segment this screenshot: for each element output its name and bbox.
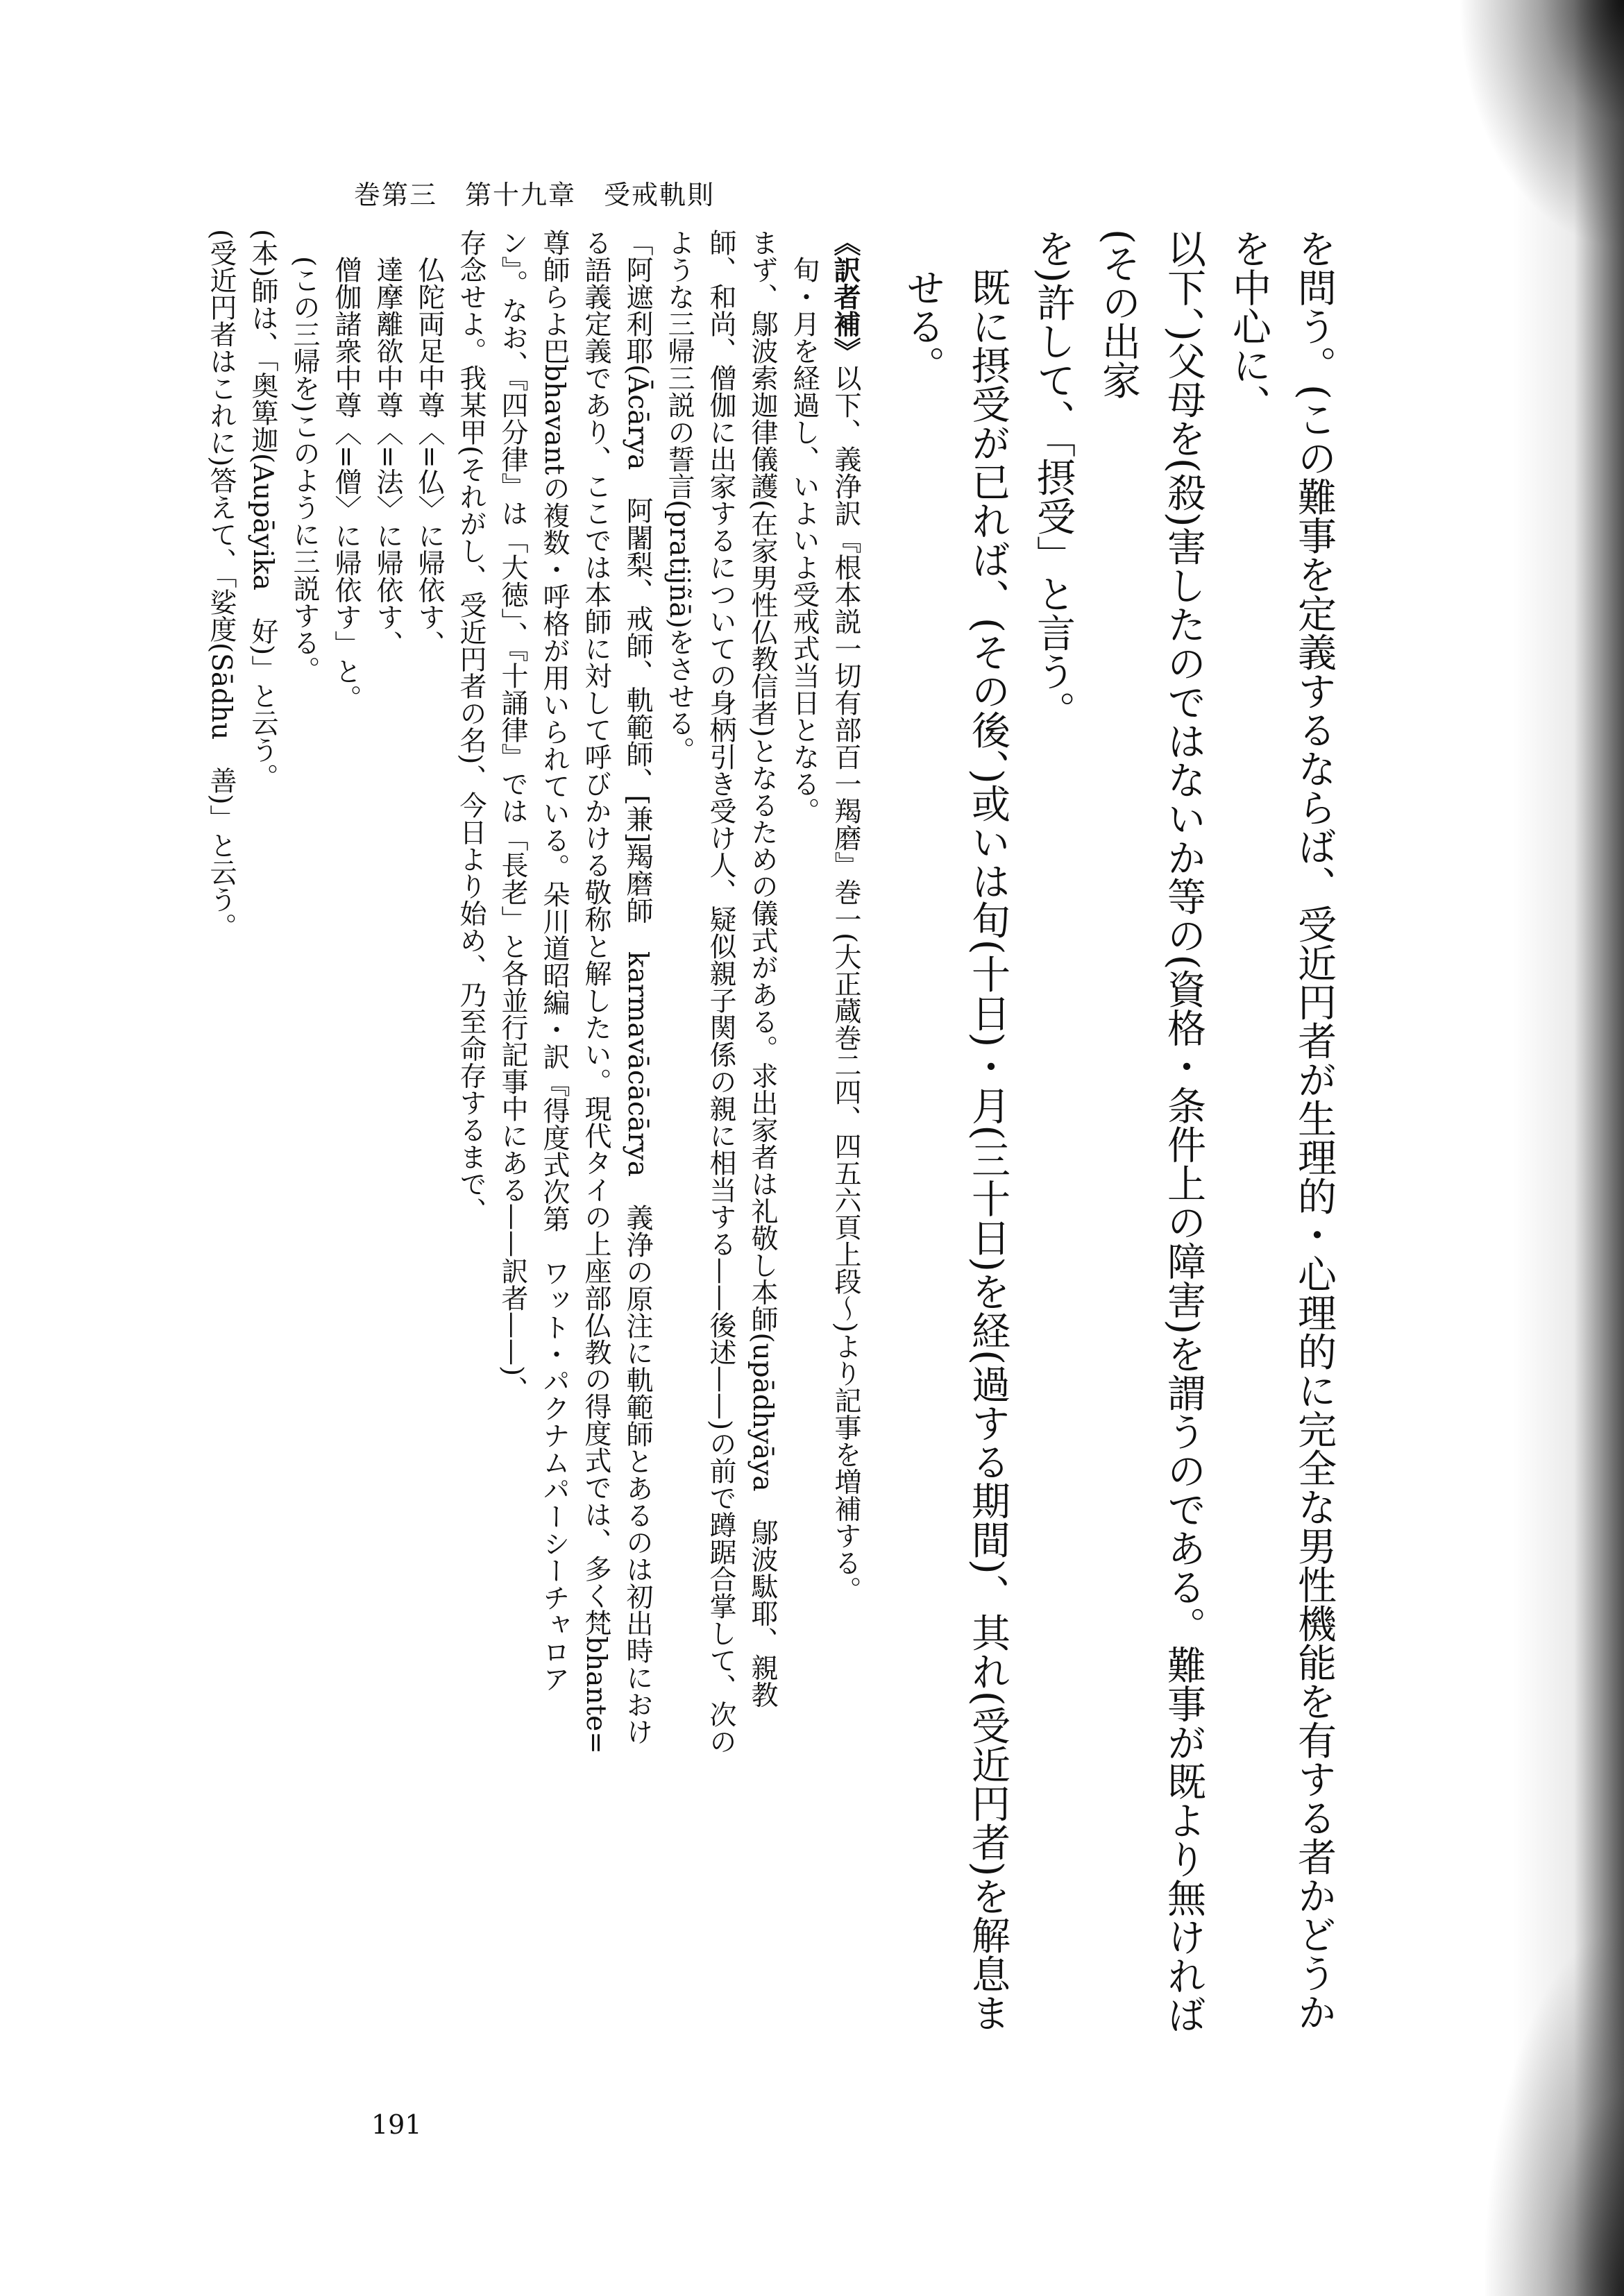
translator-note-line-7: る語義定義であり、ここでは本師に対して呼びかける敬称と解したい。現代タイの上座部仏教の得度式では、多く梵bhante= bbox=[580, 229, 611, 1754]
main-text-line-3: を)許して、「摂受」と言う。 bbox=[1031, 229, 1076, 730]
translator-note-line-5: ような三帰三説の誓言(pratijñā)をさせる。 bbox=[663, 229, 695, 764]
translator-note-line-8: 尊師らよ巴bhavantの複数・呼格が用いられている。朵川道昭編・訳『得度式次第 ワット・パクナムパーシーチャロア bbox=[539, 229, 570, 1693]
translator-note-line-1 bbox=[824, 229, 866, 2047]
scan-corner-shadow-bottom bbox=[1485, 1935, 1624, 2296]
column-gap bbox=[866, 229, 890, 2047]
translator-note-line-14: (この三帰を)このように三説する。 bbox=[289, 256, 320, 683]
translator-note-label: 《訳者補》 bbox=[829, 229, 861, 364]
page-number: 191 bbox=[371, 2109, 422, 2140]
translator-note-text-1: 以下、義浄訳『根本説一切有部百一羯磨』巻一(大正蔵巻二四、四五六頁上段〜)より記事を増補する。 bbox=[830, 364, 861, 1604]
translator-note-line-16: (受近円者はこれに)答えて、「娑度(Sādhu 善)」と云う。 bbox=[205, 229, 237, 940]
vertical-text-block bbox=[200, 229, 1346, 2047]
translator-note-line-11: 仏陀両足中尊〈=仏〉に帰依す、 bbox=[414, 256, 445, 658]
translator-note-line-13: 僧伽諸衆中尊〈=僧〉に帰依す」と。 bbox=[330, 256, 362, 712]
translator-note-line-12: 達摩離欲中尊〈=法〉に帰依す、 bbox=[372, 256, 403, 658]
scan-corner-shadow-top bbox=[1457, 0, 1624, 250]
main-text-line-1: を問う。(この難事を定義するならば、受近円者が生理的・心理的に完全な男性機能を有する者かどうかを中心に、 bbox=[1226, 229, 1337, 2032]
translator-note-line-4: 師、和尚、僧伽に出家するについての身柄引き受け人、疑似親子関係の親に相当する——後述——)の前で蹲踞合掌して、次の bbox=[705, 229, 736, 1755]
translator-note-line-6: 「阿遮利耶(Ācārya 阿闍梨、戒師、軌範師、[兼]羯磨師 karmavācācārya 義浄の原注に軌範師とあるのは初出時におけ bbox=[622, 229, 653, 1745]
running-head: 巻第三 第十九章 受戒軌則 bbox=[354, 180, 716, 210]
translator-note-line-10: 存念せよ。我某甲(それがし、受近円者の名)、今日より始め、乃至命存するまで、 bbox=[455, 229, 487, 1225]
translator-note-line-9: ン』。なお、『四分律』は「大徳」、『十誦律』では「長老」と各並行記事中にある——訳者——)、 bbox=[497, 229, 528, 1404]
translator-note-line-2: 旬・月を経過し、いよいよ受戒式当日となる。 bbox=[788, 256, 820, 824]
translator-note-line-15: (本)師は、「奥箄迦(Aupāyika 好)」と云う。 bbox=[247, 229, 278, 791]
translator-note-line-3: まず、鄔波索迦律儀護(在家男性仏教信者)となるための儀式がある。求出家者は礼敬し本師(upādhyāya 鄔波駄耶、親教 bbox=[747, 229, 778, 1708]
main-text-line-4: 既に摂受が已れば、(その後、)或いは旬(十日)・月(三十日)を経(過する期間)、其れ(受近円者)を解息ませる。 bbox=[900, 268, 1010, 2032]
main-text-line-2: 以下、)父母を(殺)害したのではないか等の(資格・条件上の障害)を謂うのである。難事が既より無ければ(その出家 bbox=[1096, 229, 1206, 2034]
